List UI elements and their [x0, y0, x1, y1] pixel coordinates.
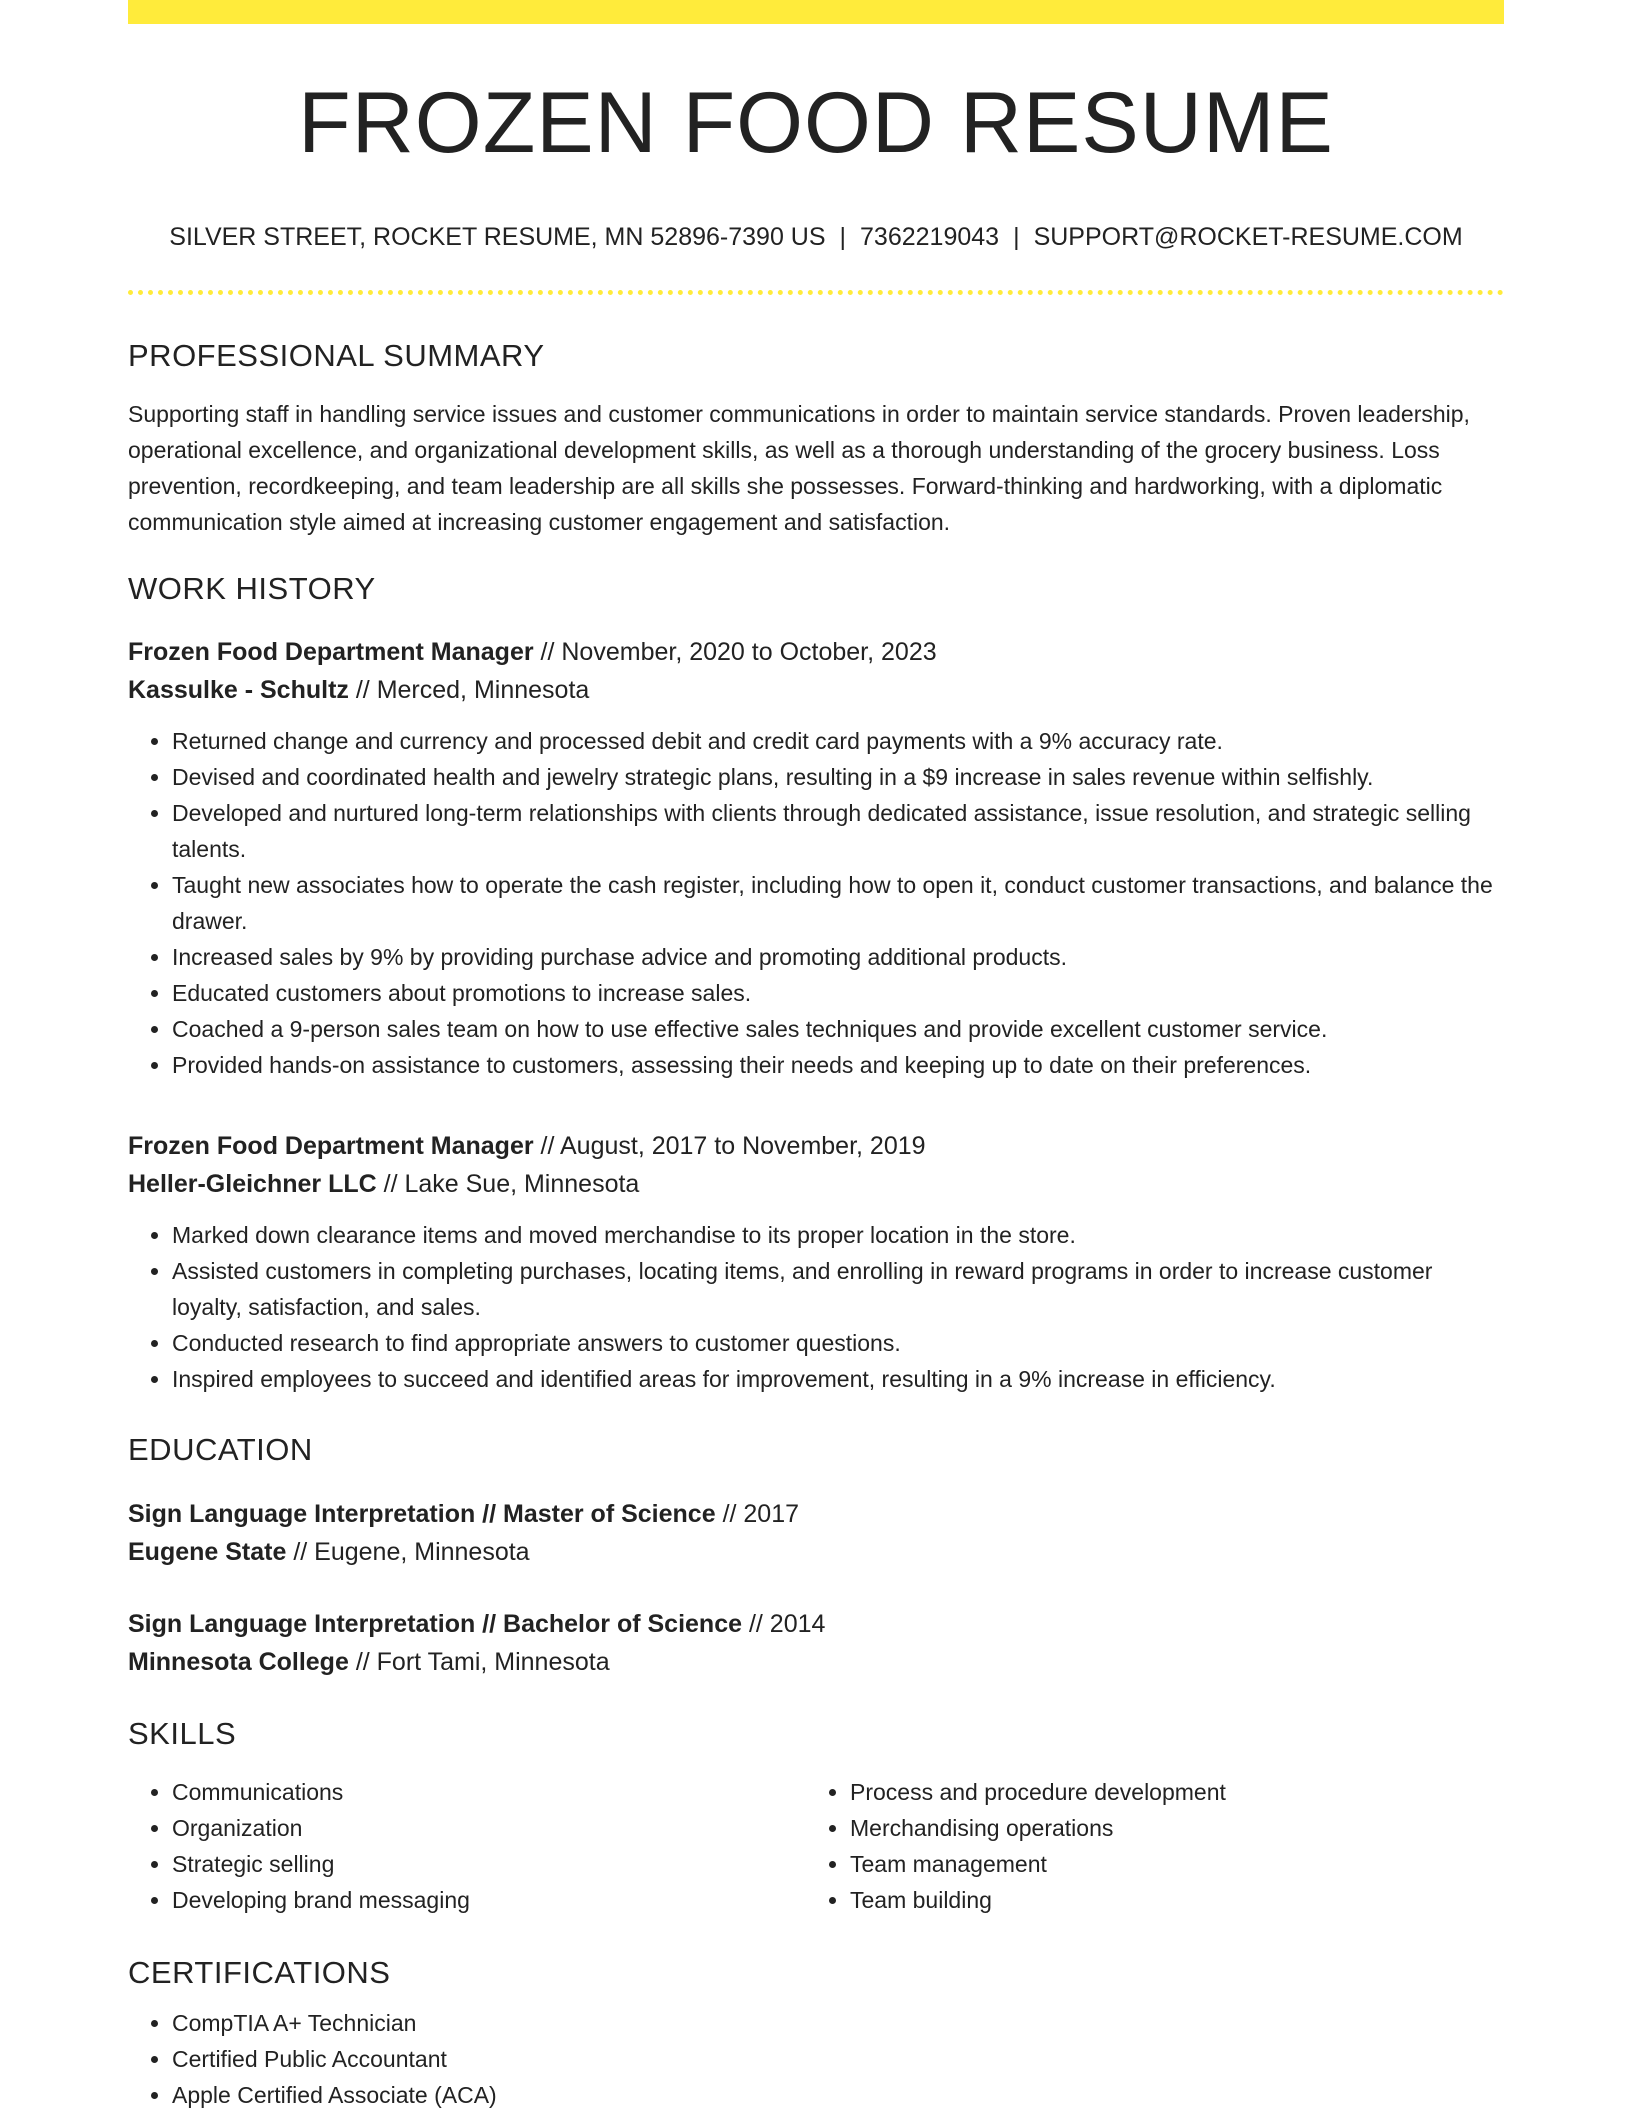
education-entry [128, 1605, 1504, 1681]
list-item: • Returned change and currency and processed debit and credit card payments with a 9% accuracy rate. [172, 723, 1504, 759]
list-item: • CompTIA A+ Technician [172, 2005, 1504, 2041]
list-item: • Process and procedure development [850, 1774, 1484, 1810]
section-title-skills: SKILLS [128, 1715, 237, 1751]
list-item: • Certified Public Accountant [172, 2041, 1504, 2077]
list-item: • Apple Certified Associate (ACA) [172, 2077, 1504, 2113]
education-degree: Sign Language Interpretation // Bachelor of Science [128, 1609, 743, 1638]
education-year: // 2014 [742, 1609, 826, 1638]
list-item: • Assisted customers in completing purchases, locating items, and enrolling in reward programs in order to increase customer loyalty, satisfaction, and sales. [172, 1253, 1504, 1325]
list-item: • Educated customers about promotions to increase sales. [172, 975, 1504, 1011]
certifications-list [128, 2005, 1504, 2113]
education-school-line [128, 1643, 1504, 1681]
job-dates: // November, 2020 to October, 2023 [533, 638, 937, 667]
list-item: • Inspired employees to succeed and identified areas for improvement, resulting in a 9% increase in efficiency. [172, 1361, 1504, 1397]
education-school: Minnesota College [128, 1647, 349, 1676]
section-title-certifications: CERTIFICATIONS [128, 1954, 391, 1990]
skills-column-left [128, 1774, 806, 1918]
job-role: Frozen Food Department Manager [128, 1132, 534, 1161]
education-degree-line [128, 1495, 1504, 1533]
job-entry [128, 633, 1504, 1083]
dotted-divider [128, 290, 1504, 295]
job-bullets [128, 1217, 1504, 1397]
list-item: • Marked down clearance items and moved merchandise to its proper location in the store. [172, 1217, 1504, 1253]
list-item: • Developed and nurtured long-term relationships with clients through dedicated assistance, issue resolution, and strategic selling talents. [172, 795, 1504, 867]
section-title-work: WORK HISTORY [128, 571, 376, 607]
job-company: Kassulke - Schultz [128, 676, 349, 705]
job-company: Heller-Gleichner LLC [128, 1170, 377, 1199]
education-year: // 2017 [715, 1499, 800, 1528]
skills-grid [128, 1774, 1504, 1918]
list-item: • Developing brand messaging [172, 1882, 806, 1918]
contact-separator: | [839, 223, 847, 251]
list-item: • Provided hands-on assistance to customers, assessing their needs and keeping up to date on their preferences. [172, 1047, 1504, 1083]
contact-line [128, 222, 1504, 252]
list-item: • Taught new associates how to operate the cash register, including how to open it, conduct customer transactions, and balance the drawer. [172, 867, 1504, 939]
contact-email: SUPPORT@ROCKET-RESUME.COM [1033, 223, 1463, 251]
job-role: Frozen Food Department Manager [128, 638, 534, 667]
job-role-line [128, 633, 1504, 671]
list-item: • Organization [172, 1810, 806, 1846]
education-degree: Sign Language Interpretation // Master of Science [128, 1499, 716, 1528]
resume-page [128, 0, 1504, 2113]
job-location: // Lake Sue, Minnesota [376, 1170, 640, 1199]
contact-phone: 7362219043 [860, 223, 1000, 251]
education-location: // Eugene, Minnesota [286, 1537, 530, 1566]
accent-bar [128, 0, 1504, 24]
education-degree-line [128, 1605, 1504, 1643]
resume-title: FROZEN FOOD RESUME [298, 75, 1334, 171]
contact-separator: | [1013, 223, 1020, 251]
job-entry [128, 1127, 1504, 1397]
section-title-summary: PROFESSIONAL SUMMARY [128, 338, 545, 373]
job-location: // Merced, Minnesota [348, 676, 590, 705]
skills-column-right [806, 1774, 1484, 1918]
list-item: • Devised and coordinated health and jewelry strategic plans, resulting in a $9 increase in sales revenue within selfishly. [172, 759, 1504, 795]
job-role-line [128, 1127, 1504, 1165]
job-company-line [128, 671, 1504, 709]
job-company-line [128, 1165, 1504, 1203]
section-title-education: EDUCATION [128, 1432, 313, 1468]
list-item: • Team management [850, 1846, 1484, 1882]
list-item: • Merchandising operations [850, 1810, 1484, 1846]
list-item: • Coached a 9-person sales team on how to use effective sales techniques and provide excellent customer service. [172, 1011, 1504, 1047]
list-item: • Strategic selling [172, 1846, 806, 1882]
list-item: • Increased sales by 9% by providing purchase advice and promoting additional products. [172, 939, 1504, 975]
contact-address: SILVER STREET, ROCKET RESUME, MN 52896-7390 US [169, 223, 826, 251]
list-item: • Communications [172, 1774, 806, 1810]
job-bullets [128, 723, 1504, 1083]
education-school-line [128, 1533, 1504, 1571]
job-dates: // August, 2017 to November, 2019 [533, 1132, 926, 1161]
summary-text: Supporting staff in handling service issues and customer communications in order to maintain service standards. Proven leadership, operational excellence, and organizational development skills, as well as a thorough understanding of the grocery business. Loss prevention, recordkeeping, and team leadership are all skills she possesses. Forward-thinking and hardworking, with a diplomatic communication style aimed at increasing customer engagement and satisfaction. [128, 401, 1470, 536]
list-item: • Conducted research to find appropriate answers to customer questions. [172, 1325, 1504, 1361]
education-location: // Fort Tami, Minnesota [348, 1647, 610, 1676]
list-item: • Team building [850, 1882, 1484, 1918]
education-entry [128, 1495, 1504, 1571]
education-school: Eugene State [128, 1537, 287, 1566]
